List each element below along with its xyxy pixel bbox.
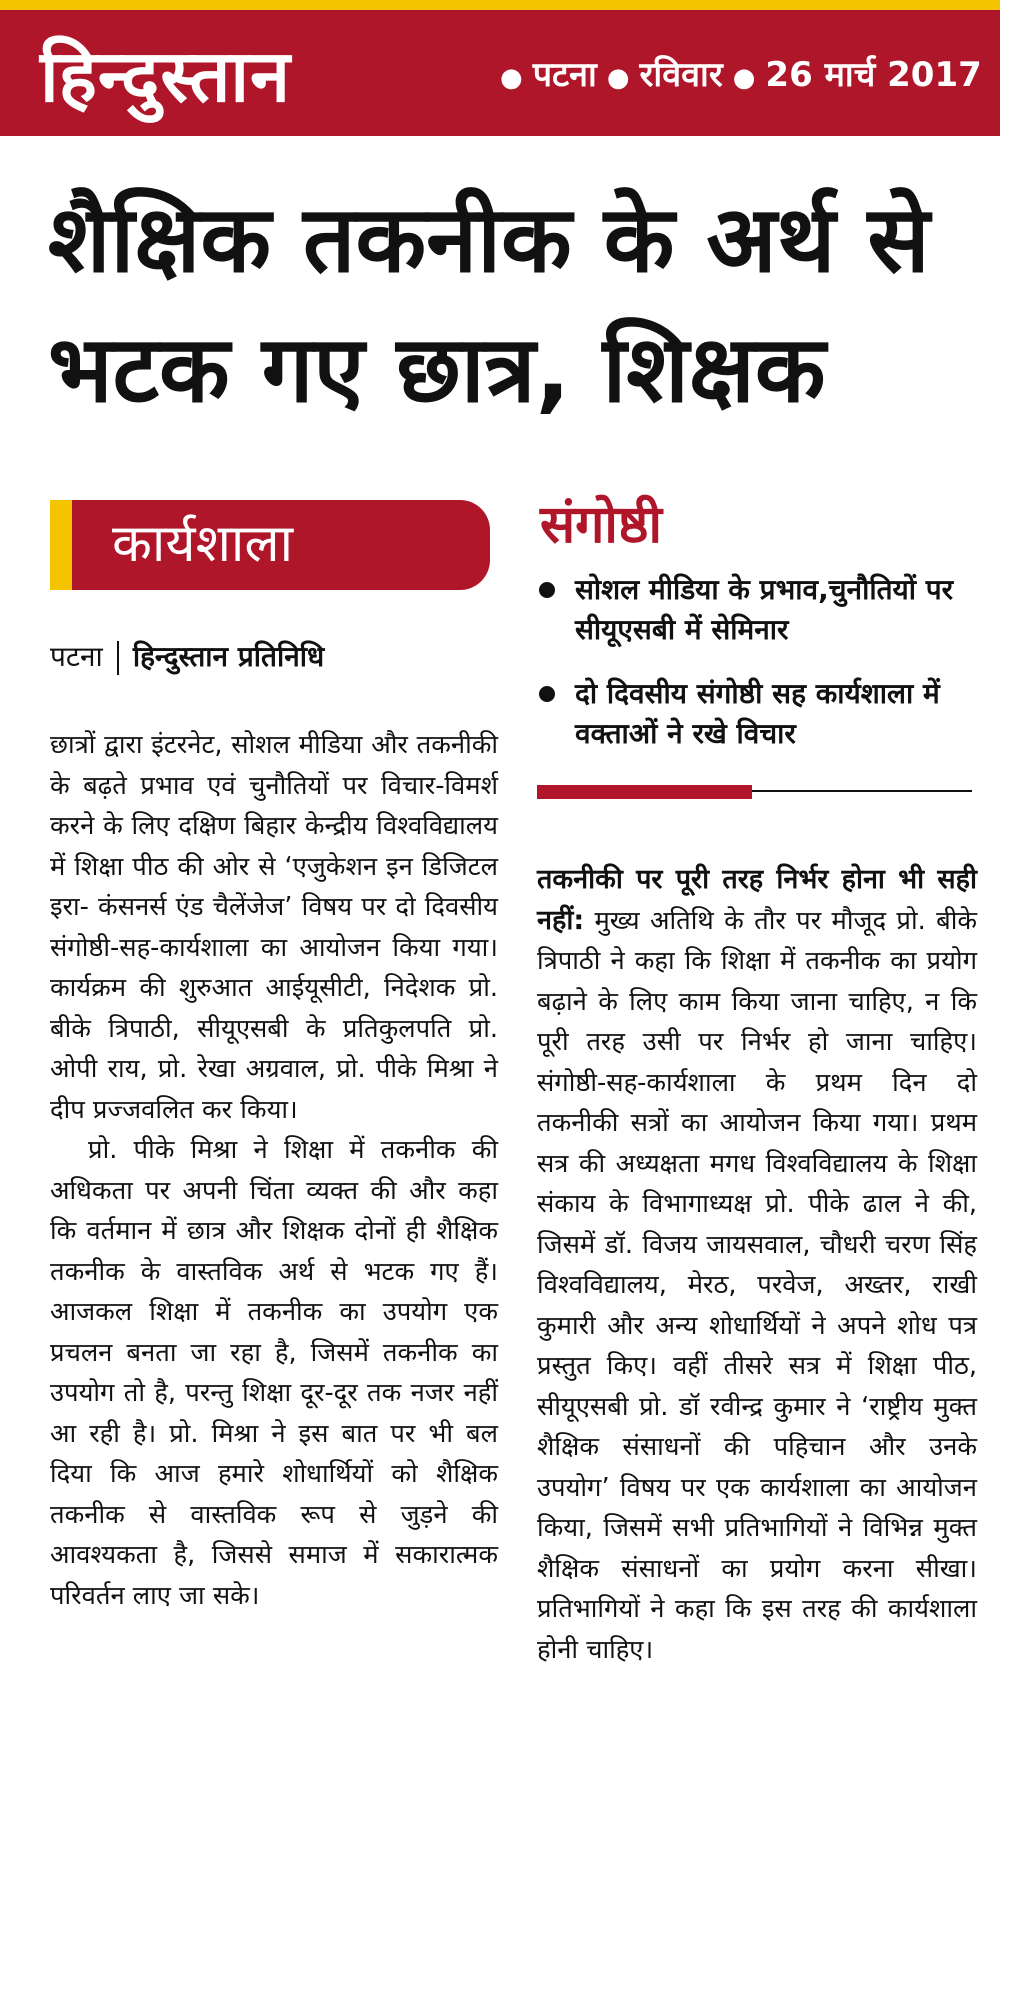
- highlight-text: सोशल मीडिया के प्रभाव,चुनौतियों पर सीयूएसबी में सेमिनार: [575, 573, 954, 646]
- bullet-icon: ●: [606, 63, 630, 93]
- headline: शैक्षिक तकनीक के अर्थ से भटक गए छात्र, शिक्षक: [48, 186, 930, 423]
- dateline-city: पटना: [532, 55, 597, 95]
- bullet-icon: [539, 582, 555, 598]
- bullet-icon: ●: [500, 63, 523, 93]
- sidebar-title: संगोष्ठी: [540, 495, 662, 555]
- article-paragraph: प्रो. पीके मिश्रा ने शिक्षा में तकनीक की अधिकता पर अपनी चिंता व्यक्त की और कहा कि वर्तमान में छात्र और शिक्षक दोनों ही शैक्षिक तकनीक के वास्तविक अर्थ से भटक गए हैं। आजकल शिक्षा में तकनीक का उपयोग एक प्रचलन बनता जा रहा है, जिसमें तकनीक का उपयोग तो है, परन्तु शिक्षा दूर-दूर तक नजर नहीं आ रही है। प्रो. मिश्रा ने इस बात पर भी बल दिया कि आज हमारे शोधार्थियों को शैक्षिक तकनीक से वास्तविक रूप से जुड़ने की आवश्यकता है, जिससे समाज में सकारात्मक परिवर्तन लाए जा सके।: [50, 1135, 498, 1611]
- article-paragraph: मुख्य अतिथि के तौर पर मौजूद प्रो. बीके त्रिपाठी ने कहा कि शिक्षा में तकनीक का प्रयोग बढ़ाने के लिए काम किया जाना चाहिए, न कि पूरी तरह उसी पर निर्भर हो जाना चाहिए। संगोष्ठी-सह-कार्यशाला के प्रथम दिन दो तकनीकी सत्रों का आयोजन किया गया। प्रथम सत्र की अध्यक्षता मगध विश्वविद्यालय के शिक्षा संकाय के विभागाध्यक्ष प्रो. पीके ढाल ने की, जिसमें डॉ. विजय जायसवाल, चौधरी चरण सिंह विश्वविद्यालय, मेरठ, परवेज, अख्तर, राखी कुमारी और अन्य शोधार्थियों ने अपने शोध पत्र प्रस्तुत किए। वहीं तीसरे सत्र में शिक्षा पीठ, सीयूएसबी प्रो. डॉ रवीन्द्र कुमार ने ‘राष्ट्रीय मुक्त शैक्षिक संसाधनों की पहिचान और उनके उपयोग’ विषय पर एक कार्यशाला का आयोजन किया, जिसमें सभी प्रतिभागियों ने विभिन्न मुक्त शैक्षिक संसाधनों का प्रयोग करना सीखा। प्रतिभागियों ने कहा कि इस तरह की कार्यशाला होनी चाहिए।: [537, 905, 977, 1665]
- article-column-right: [537, 860, 977, 1670]
- highlight-item: [535, 570, 975, 650]
- dateline-date: 26 मार्च 2017: [765, 55, 982, 95]
- highlight-list: [535, 570, 975, 778]
- dateline: [490, 50, 982, 103]
- highlight-item: [535, 674, 975, 754]
- newspaper-logo: हिन्दुस्तान: [40, 34, 292, 118]
- byline-reporter: हिन्दुस्तान प्रतिनिधि: [132, 640, 325, 673]
- article-column-left: [50, 725, 498, 1616]
- byline-place: पटना: [50, 640, 103, 673]
- article-paragraph: छात्रों द्वारा इंटरनेट, सोशल मीडिया और तकनीकी के बढ़ते प्रभाव एवं चुनौतियों पर विचार-विमर्श करने के लिए दक्षिण बिहार केन्द्रीय विश्वविद्यालय में शिक्षा पीठ की ओर से ‘एजुकेशन इन डिजिटल इरा- कंसनर्स एंड चैलेंजेज’ विषय पर दो दिवसीय संगोष्ठी-सह-कार्यशाला का आयोजन किया गया। कार्यक्रम की शुरुआत आईयूसीटी, निदेशक प्रो. बीके त्रिपाठी, सीयूएसबी के प्रतिकुलपति प्रो. ओपी राय, प्रो. रेखा अग्रवाल, प्रो. पीके मिश्रा ने दीप प्रज्जवलित कर किया।: [50, 730, 498, 1125]
- section-divider-accent: [537, 785, 752, 799]
- kicker-label: कार्यशाला: [112, 514, 294, 574]
- bullet-icon: [539, 686, 555, 702]
- section-kicker: [50, 500, 490, 590]
- masthead: [0, 0, 1000, 136]
- dateline-day: रविवार: [639, 55, 723, 95]
- subheading: तकनीकी पर पूरी तरह निर्भर होना भी सही नहीं:: [537, 864, 977, 936]
- byline: [50, 632, 324, 682]
- highlight-text: दो दिवसीय संगोष्ठी सह कार्यशाला में वक्ताओं ने रखे विचार: [575, 677, 940, 750]
- byline-divider: [117, 641, 119, 675]
- bullet-icon: ●: [732, 63, 756, 93]
